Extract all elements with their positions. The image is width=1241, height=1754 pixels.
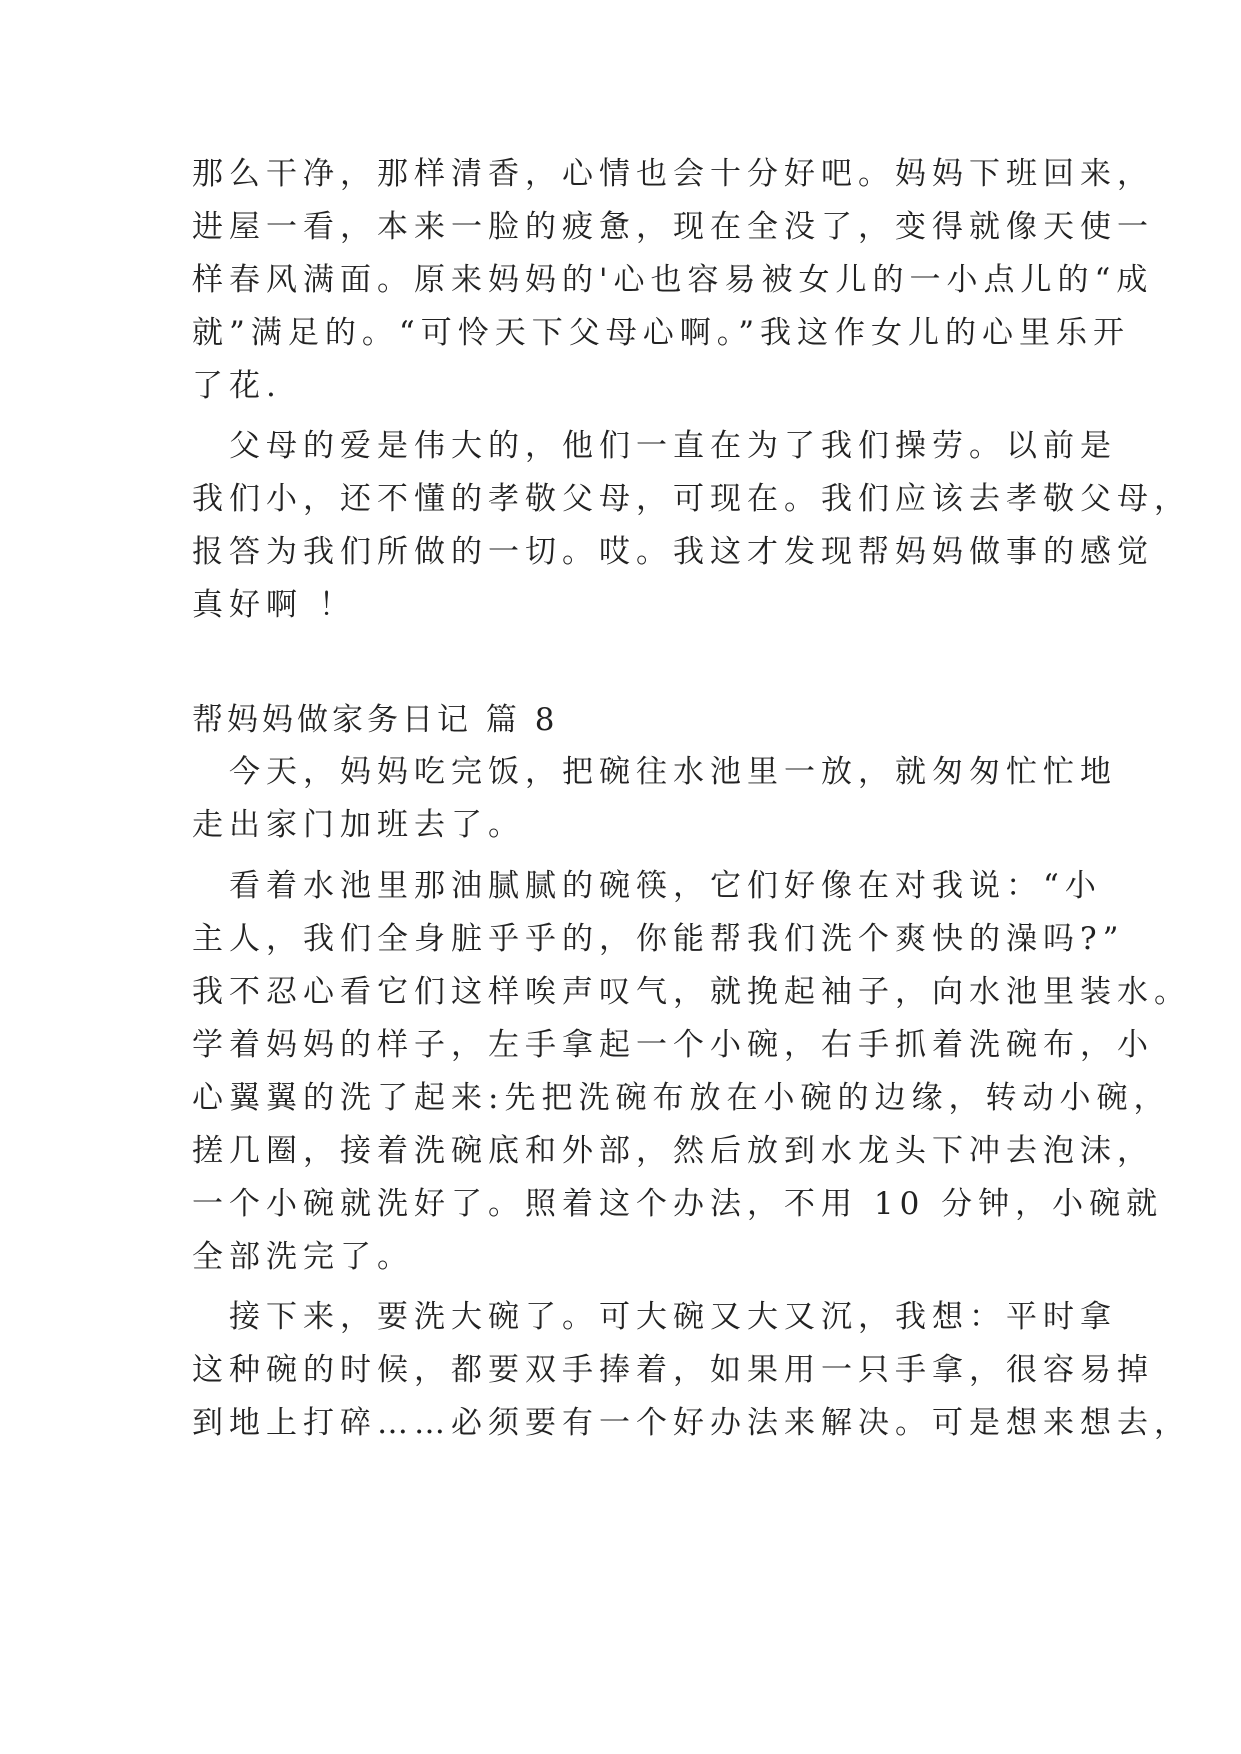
text-line: 那么干净，那样清香，心情也会十分好吧。妈妈下班回来， xyxy=(192,156,1154,192)
text-line: 全部洗完了。 xyxy=(192,1239,414,1275)
text-line: 搓几圈，接着洗碗底和外部，然后放到水龙头下冲去泡沫， xyxy=(192,1133,1154,1169)
text-line: 真好啊 ！ xyxy=(192,587,356,623)
section-heading: 帮妈妈做家务日记 篇 8 xyxy=(192,702,559,738)
text-line: 走出家门加班去了。 xyxy=(192,807,525,843)
text-line: 接下来，要洗大碗了。可大碗又大又沉，我想：平时拿 xyxy=(192,1299,1117,1335)
text-line: 看着水池里那油腻腻的碗筷，它们好像在对我说：“小 xyxy=(192,868,1102,904)
text-line: 学着妈妈的样子，左手拿起一个小碗，右手抓着洗碗布，小 xyxy=(192,1027,1154,1063)
text-line: 一个小碗就洗好了。照着这个办法，不用 10 分钟，小碗就 xyxy=(192,1186,1164,1222)
text-line: 主人，我们全身脏乎乎的，你能帮我们洗个爽快的澡吗?” xyxy=(192,921,1125,957)
text-line: 我不忍心看它们这样唉声叹气，就挽起袖子，向水池里装水。 xyxy=(192,974,1191,1010)
text-line: 到地上打碎……必须要有一个好办法来解决。可是想来想去， xyxy=(192,1405,1191,1441)
text-line: 进屋一看，本来一脸的疲惫，现在全没了，变得就像天使一 xyxy=(192,209,1154,245)
text-line: 报答为我们所做的一切。哎。我这才发现帮妈妈做事的感觉 xyxy=(192,534,1154,570)
text-line: 心翼翼的洗了起来:先把洗碗布放在小碗的边缘，转动小碗， xyxy=(192,1080,1171,1116)
text-line: 父母的爱是伟大的，他们一直在为了我们操劳。以前是 xyxy=(192,428,1117,464)
text-line: 今天，妈妈吃完饭，把碗往水池里一放，就匆匆忙忙地 xyxy=(192,754,1117,790)
text-line: 我们小，还不懂的孝敬父母，可现在。我们应该去孝敬父母， xyxy=(192,481,1191,517)
text-line: 了花. xyxy=(192,368,282,404)
text-line: 样春风满面。原来妈妈的'心也容易被女儿的一小点儿的“成 xyxy=(192,262,1154,298)
text-line: 这种碗的时候，都要双手捧着，如果用一只手拿，很容易掉 xyxy=(192,1352,1154,1388)
text-line: 就”满足的。“可怜天下父母心啊。”我这作女儿的心里乐开 xyxy=(192,315,1131,351)
